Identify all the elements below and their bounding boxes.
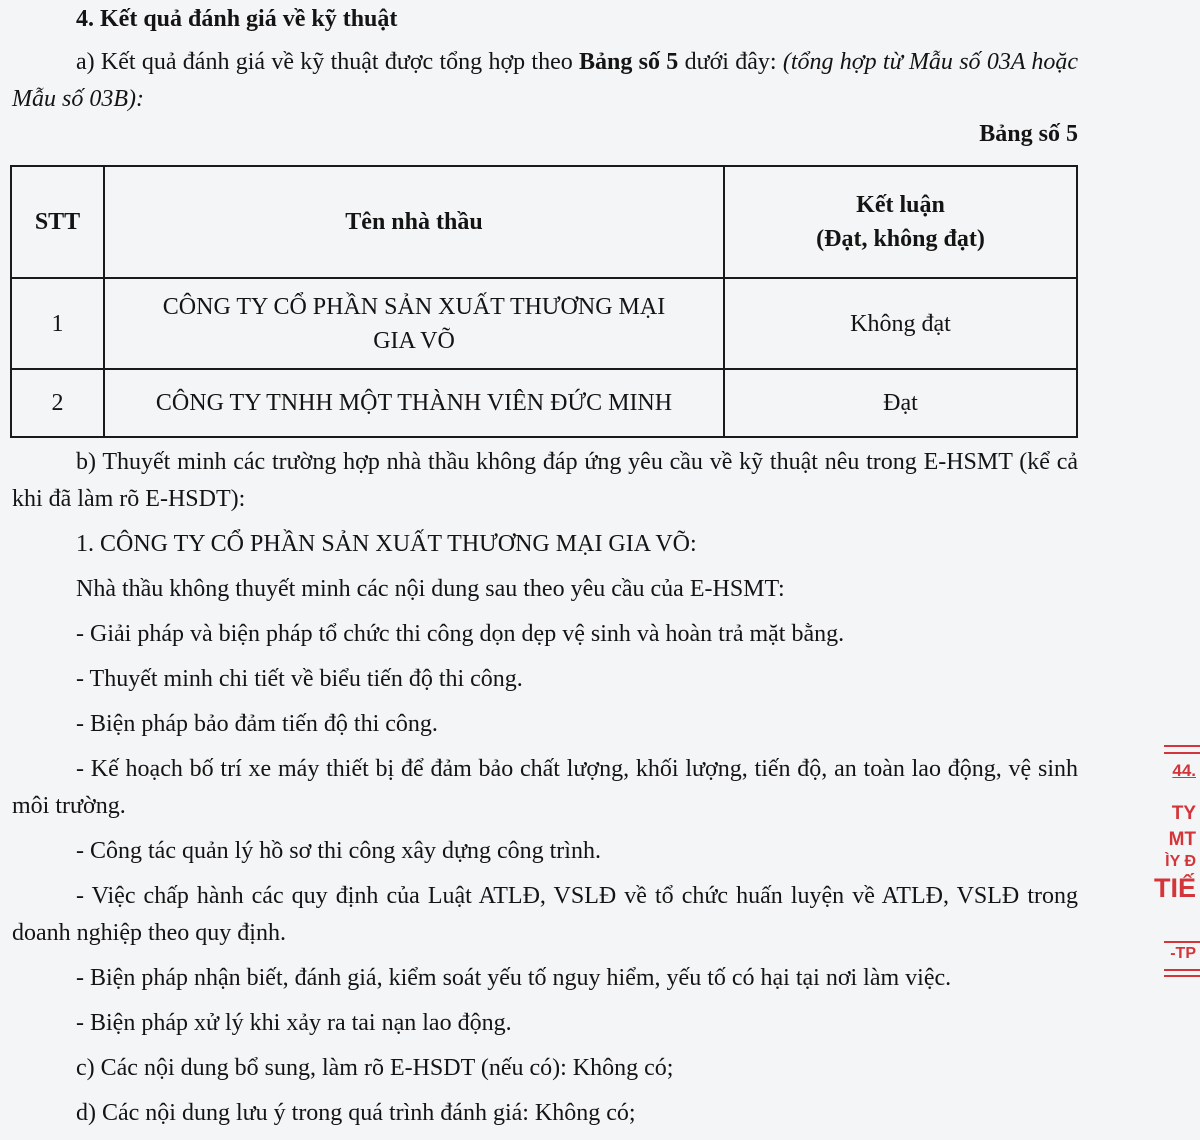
intro-a-middle: dưới đây: bbox=[678, 49, 783, 75]
row-stt: 1 bbox=[11, 278, 104, 369]
intro-paragraph-a bbox=[12, 44, 1078, 118]
header-conclusion-line2: (Đạt, không đạt) bbox=[816, 226, 985, 252]
table-header-row bbox=[11, 166, 1077, 278]
paragraph-d: d) Các nội dung lưu ý trong quá trình đánh giá: Không có; bbox=[76, 1100, 636, 1126]
body-text bbox=[12, 444, 1078, 1132]
bullet-item: - Công tác quản lý hồ sơ thi công xây dựng công trình. bbox=[76, 838, 601, 864]
bullet-item: - Kế hoạch bố trí xe máy thiết bị để đảm bảo chất lượng, khối lượng, tiến độ, an toàn lao động, vệ sinh môi trường. bbox=[12, 756, 1078, 819]
stamp-text: TY bbox=[1171, 803, 1196, 824]
header-stt: STT bbox=[11, 166, 104, 278]
bullet-item: - Việc chấp hành các quy định của Luật ATLĐ, VSLĐ về tổ chức huấn luyện về ATLĐ, VSLĐ trong doanh nghiệp theo quy định. bbox=[12, 883, 1078, 946]
header-contractor-name: Tên nhà thầu bbox=[104, 166, 724, 278]
table-row bbox=[11, 278, 1077, 369]
header-conclusion bbox=[724, 166, 1077, 278]
row-result: Đạt bbox=[724, 369, 1077, 437]
intro-a-note: (tổng hợp từ Mẫu số 03A hoặc Mẫu số 03B): bbox=[12, 49, 1079, 112]
paragraph-c: c) Các nội dung bổ sung, làm rõ E-HSDT (nếu có): Không có; bbox=[76, 1055, 674, 1081]
results-table bbox=[10, 165, 1078, 438]
row-contractor-name bbox=[104, 278, 724, 369]
stamp-text: TIẾ bbox=[1153, 873, 1196, 903]
table-row bbox=[11, 369, 1077, 437]
paragraph-b: b) Thuyết minh các trường hợp nhà thầu không đáp ứng yêu cầu về kỹ thuật nêu trong E-HSMT (kể cả khi đã làm rõ E-HSDT): bbox=[12, 449, 1078, 512]
table-caption: Bảng số 5 bbox=[979, 121, 1078, 147]
bullet-item: - Thuyết minh chi tiết về biểu tiến độ thi công. bbox=[76, 666, 523, 692]
item1-intro: Nhà thầu không thuyết minh các nội dung sau theo yêu cầu của E-HSMT: bbox=[76, 576, 785, 602]
bullet-item: - Giải pháp và biện pháp tổ chức thi công dọn dẹp vệ sinh và hoàn trả mặt bằng. bbox=[76, 621, 845, 647]
stamp-text: ÌY Đ bbox=[1165, 853, 1196, 870]
bullet-item: - Biện pháp xử lý khi xảy ra tai nạn lao động. bbox=[76, 1010, 512, 1036]
intro-a-prefix: a) Kết quả đánh giá về kỹ thuật được tổng hợp theo bbox=[76, 49, 580, 75]
row-stt: 2 bbox=[11, 369, 104, 437]
row-result: Không đạt bbox=[724, 278, 1077, 369]
intro-a-table-ref: Bảng số 5 bbox=[579, 49, 679, 75]
stamp-text: 44. bbox=[1172, 761, 1196, 780]
item1-title: 1. CÔNG TY CỔ PHẦN SẢN XUẤT THƯƠNG MẠI GIA VÕ: bbox=[76, 531, 697, 557]
stamp-text: -TP bbox=[1170, 945, 1196, 962]
header-conclusion-line1: Kết luận bbox=[856, 192, 945, 218]
row-contractor-name: CÔNG TY TNHH MỘT THÀNH VIÊN ĐỨC MINH bbox=[104, 369, 724, 437]
stamp-text: MT bbox=[1168, 829, 1196, 850]
row-name-line2: GIA VÕ bbox=[373, 327, 455, 354]
bullet-item: - Biện pháp bảo đảm tiến độ thi công. bbox=[76, 711, 438, 737]
bullet-item: - Biện pháp nhận biết, đánh giá, kiểm soát yếu tố nguy hiểm, yếu tố có hại tại nơi làm việc. bbox=[76, 965, 952, 991]
section-heading: 4. Kết quả đánh giá về kỹ thuật bbox=[76, 6, 398, 32]
red-stamp-fragment bbox=[1153, 745, 1200, 990]
row-name-line1: CÔNG TY CỔ PHẦN SẢN XUẤT THƯƠNG MẠI bbox=[162, 293, 666, 320]
